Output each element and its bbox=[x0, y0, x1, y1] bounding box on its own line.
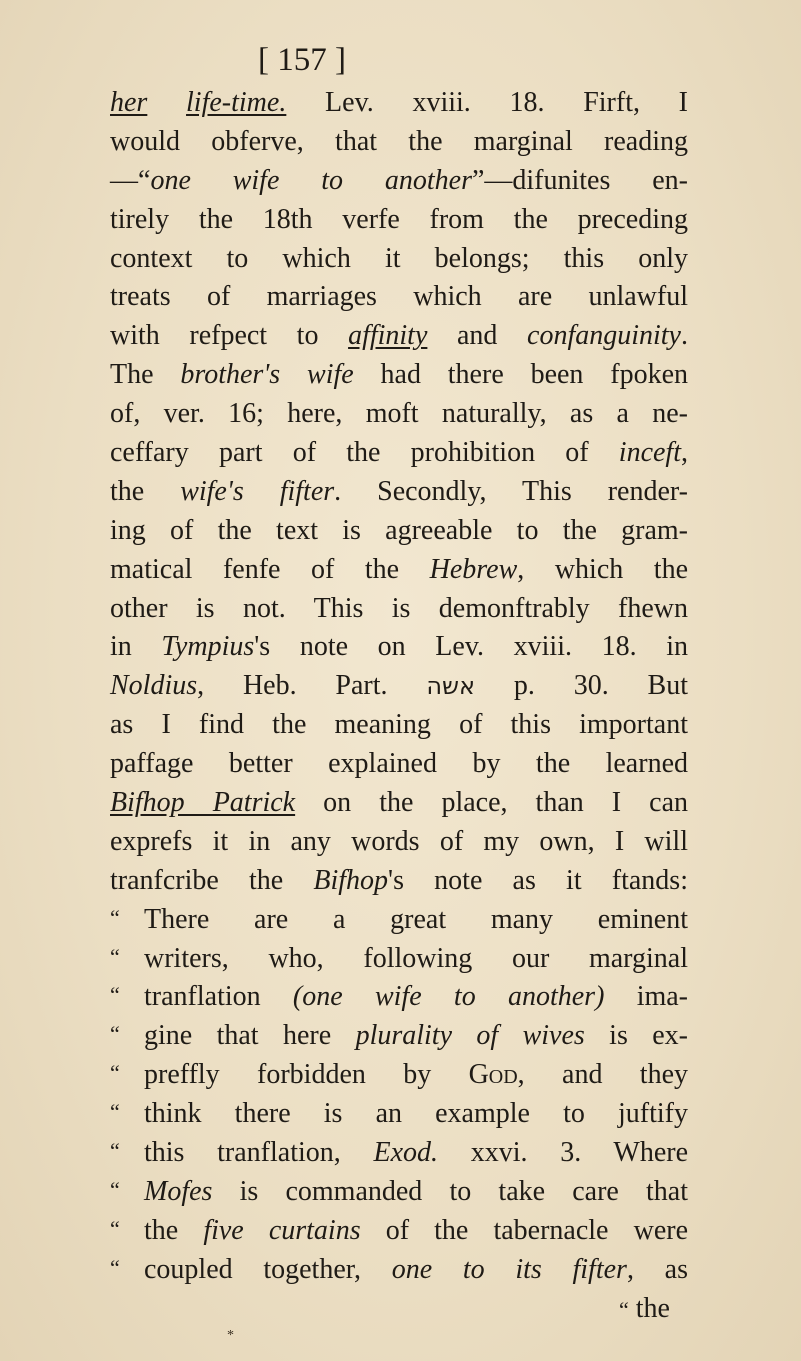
text-line: Noldius, Heb. Part. אשה p. 30. But bbox=[110, 670, 688, 702]
text-line: ceffary part of the prohibition of inceft, bbox=[110, 437, 688, 469]
text-line: —“one wife to another”—difunites en- bbox=[110, 164, 688, 196]
quote-line: “ coupled together, one to its fifter, as bbox=[110, 1253, 688, 1285]
text-line: ing of the text is agreeable to the gram- bbox=[110, 514, 688, 546]
text-line: tranfcribe the Bifhop's note as it ftands: bbox=[110, 864, 688, 896]
quote-line: “ Mofes is commanded to take care that bbox=[110, 1175, 688, 1207]
ink-mark: * bbox=[227, 1328, 234, 1343]
hebrew-word: אשה bbox=[426, 672, 476, 701]
text-line: paffage better explained by the learned bbox=[110, 748, 688, 780]
text-line: The brother's wife had there been fpoken bbox=[110, 359, 688, 391]
text-line: Bifhop Patrick on the place, than I can bbox=[110, 787, 689, 819]
quote-line: “ writers, who, following our marginal bbox=[110, 942, 688, 974]
quote-line: “ the five curtains of the tabernacle were bbox=[110, 1214, 688, 1246]
text-line: the wife's fifter. Secondly, This render- bbox=[110, 475, 688, 507]
text-line: tirely the 18th verfe from the preceding bbox=[110, 203, 688, 235]
text-line: matical fenfe of the Hebrew, which the bbox=[110, 553, 689, 585]
quote-line: “ preffly forbidden by God, and they bbox=[110, 1059, 688, 1091]
text-line: other is not. This is demonftrably fhewn bbox=[110, 592, 688, 624]
text-line: would obferve, that the marginal reading bbox=[110, 125, 688, 157]
text-line: with refpect to affinity and confanguinity. bbox=[110, 320, 688, 352]
quote-line: “ tranflation (one wife to another) ima- bbox=[110, 981, 689, 1013]
quote-line: “ think there is an example to juftify bbox=[110, 1098, 688, 1130]
quote-line: “ gine that here plurality of wives is ex- bbox=[110, 1020, 688, 1052]
text-line: exprefs it in any words of my own, I will bbox=[110, 825, 688, 857]
text-line: context to which it belongs; this only bbox=[110, 242, 688, 274]
text-line: treats of marriages which are unlawful bbox=[110, 281, 688, 313]
quote-line: “ this tranflation, Exod. xxvi. 3. Where bbox=[110, 1137, 688, 1169]
text-line: in Tympius's note on Lev. xviii. 18. in bbox=[110, 631, 689, 663]
body-text bbox=[110, 84, 688, 1329]
page-number-header: [ 157 ] bbox=[258, 42, 346, 78]
text-line: her life-time. Lev. xviii. 18. Firft, I bbox=[110, 87, 688, 118]
text-line: of, ver. 16; here, moft naturally, as a ne- bbox=[110, 398, 688, 430]
catchword: “ the bbox=[619, 1292, 670, 1324]
text-line: as I find the meaning of this important bbox=[110, 709, 688, 741]
quote-line: “ There are a great many eminent bbox=[110, 903, 688, 935]
